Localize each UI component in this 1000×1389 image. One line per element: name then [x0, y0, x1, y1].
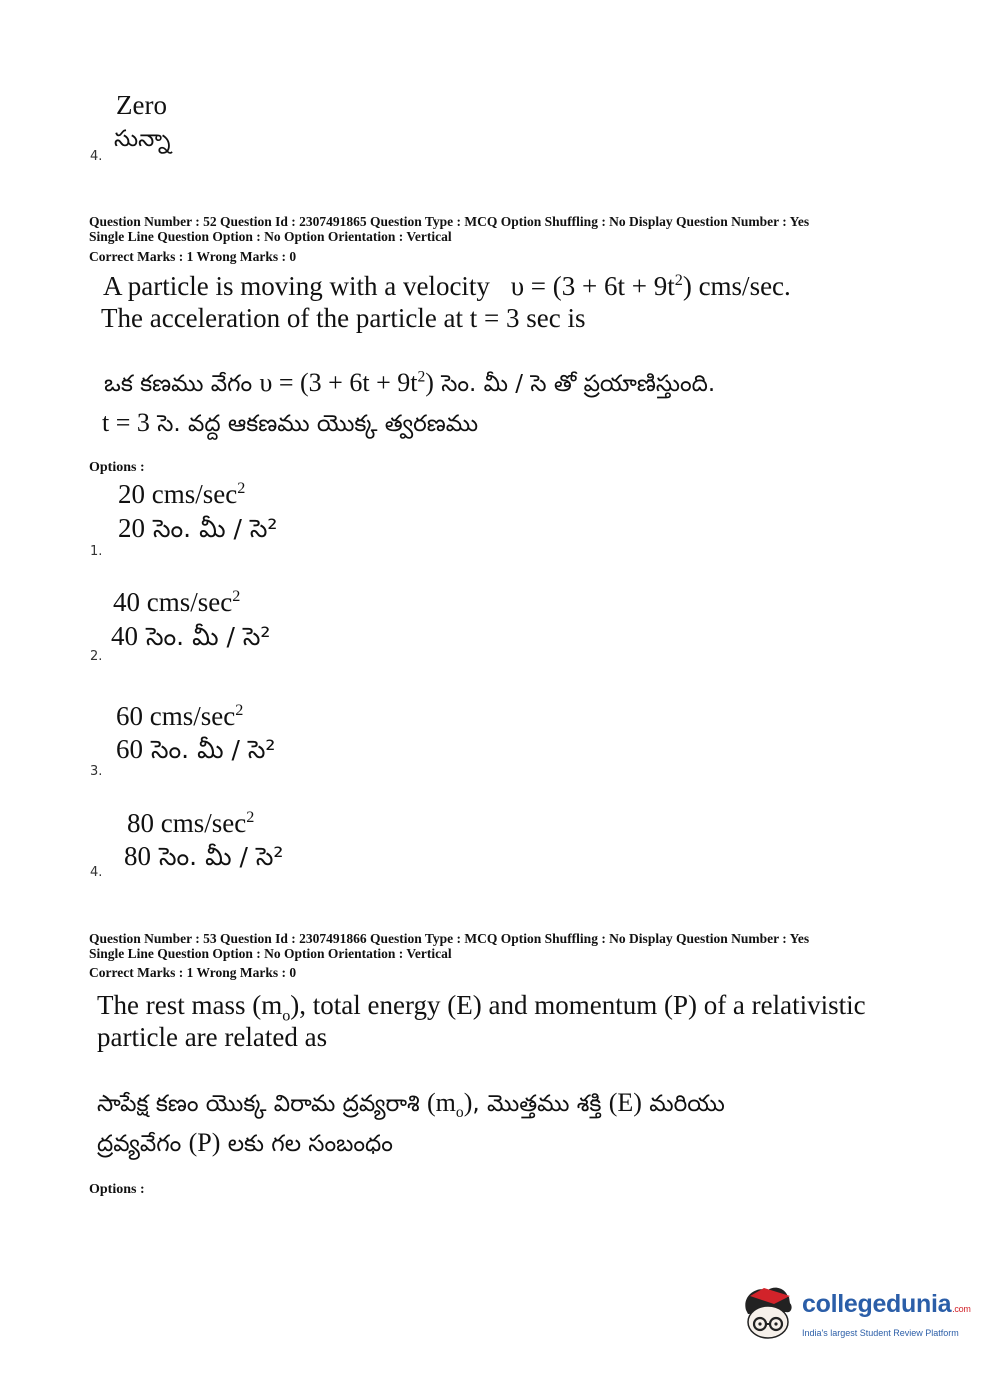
q53-te-mass-text: (m	[427, 1088, 456, 1117]
q52-option1-te-num: 20	[118, 513, 145, 543]
q53-question-telugu-line2	[97, 1123, 393, 1164]
q52-option3-te-num: 60	[116, 734, 143, 764]
q52-option2-en-sup: 2	[232, 587, 241, 605]
q52-option1-english[interactable]	[118, 481, 245, 508]
q52-option4-english[interactable]	[127, 810, 254, 837]
q53-en-text-b: ), total energy (E) and momentum (P) of a relativistic	[290, 990, 866, 1020]
q52-option4-te-num: 80	[124, 841, 151, 871]
q53-meta-line1: Question Number : 53 Question Id : 2307491866 Question Type : MCQ Option Shuffling : No Display Question Number : Yes	[89, 931, 810, 946]
q52-option3-english[interactable]	[116, 703, 243, 730]
q52-option3-te-text: సెం. మీ / సె²	[143, 735, 276, 764]
prev-option-english: Zero	[116, 90, 167, 120]
mascot-icon	[738, 1282, 800, 1344]
q52-te-text-a: ఒక కణము వేగం	[104, 371, 260, 397]
q52-question-telugu-line1	[104, 363, 715, 404]
q52-option4-en-text: 80 cms/sec	[127, 808, 247, 838]
q52-option3-telugu[interactable]	[116, 736, 275, 763]
q52-option4-telugu[interactable]	[124, 843, 283, 870]
q52-option2-telugu[interactable]	[111, 623, 270, 650]
q52-option4-te-text: సెం. మీ / సె²	[151, 842, 284, 871]
q53-meta-line3: Correct Marks : 1 Wrong Marks : 0	[89, 965, 297, 980]
q52-te-text-b: సె. వద్ద ఆకణము యొక్క త్వరణము	[149, 411, 479, 437]
q52-option1-te-text: సెం. మీ / సె²	[145, 514, 278, 543]
q52-option1-en-text: 20 cms/sec	[118, 479, 238, 509]
q52-option1-telugu[interactable]	[118, 515, 277, 542]
q52-te-text-c: సెం. మీ / సె తో ప్రయాణిస్తుంది.	[433, 371, 716, 397]
q53-te-text-a: సాపేక్ష కణం యొక్క విరామ ద్రవ్యరాశి	[97, 1091, 427, 1117]
logo-name: collegedunia	[802, 1290, 952, 1318]
q53-te-mass-sub: o	[455, 1104, 464, 1122]
q52-en-formula-text: υ = (3 + 6t + 9t	[510, 271, 675, 301]
q52-option4-number: 4.	[90, 865, 103, 880]
q53-en-text-a: The rest mass (m	[97, 990, 283, 1020]
prev-option-number: 4.	[90, 149, 103, 164]
q52-option2-te-num: 40	[111, 621, 138, 651]
q52-option2-english[interactable]	[113, 589, 240, 616]
q53-question-english-line2: particle are related as	[97, 1022, 328, 1052]
q52-option2-number: 2.	[90, 649, 103, 664]
q52-en-velocity-formula	[511, 271, 791, 301]
q52-te-formula-text: υ = (3 + 6t + 9t	[259, 368, 418, 397]
q52-option3-en-text: 60 cms/sec	[116, 701, 236, 731]
q53-te-energy: (E)	[608, 1088, 642, 1117]
q53-te-mass	[427, 1088, 473, 1122]
q53-te-text-a2: ద్రవ్యవేగం	[97, 1131, 189, 1157]
q52-question-english-line1	[103, 270, 791, 303]
q53-options-label: Options :	[89, 1182, 145, 1197]
q52-en-text-a: A particle is moving with a velocity	[103, 271, 490, 301]
prev-option-telugu: సున్నా	[114, 126, 171, 152]
q53-te-mass-end: )	[463, 1088, 473, 1117]
q53-question-english-line1	[97, 989, 866, 1025]
q52-te-formula-sup: 2	[417, 368, 426, 386]
q52-meta-line2: Single Line Question Option : No Option Orientation : Vertical	[89, 229, 452, 244]
q52-meta-line3: Correct Marks : 1 Wrong Marks : 0	[89, 249, 297, 264]
q52-options-label: Options :	[89, 460, 145, 475]
q52-option2-te-text: సెం. మీ / సె²	[138, 622, 271, 651]
q52-option4-en-sup: 2	[246, 808, 255, 826]
q52-option2-en-text: 40 cms/sec	[113, 587, 233, 617]
logo-tagline: India's largest Student Review Platform	[802, 1328, 959, 1338]
q53-te-text-c: మరియు	[641, 1091, 725, 1117]
q53-meta-line2: Single Line Question Option : No Option Orientation : Vertical	[89, 946, 452, 961]
q53-question-telugu-line1	[97, 1083, 725, 1124]
q52-option1-en-sup: 2	[237, 479, 246, 497]
q52-option3-number: 3.	[90, 764, 103, 779]
q52-option1-number: 1.	[90, 544, 103, 559]
q52-option3-en-sup: 2	[235, 701, 244, 719]
q52-question-english-line2: The acceleration of the particle at t = 3 sec is	[101, 303, 586, 333]
logo-domain: .com	[952, 1304, 971, 1314]
q52-meta-line1: Question Number : 52 Question Id : 2307491865 Question Type : MCQ Option Shuffling : No Display Question Number : Yes	[89, 214, 810, 229]
q52-te-velocity-formula	[259, 368, 433, 397]
q52-en-formula-sup: 2	[674, 271, 683, 289]
q52-te-time: t = 3	[102, 408, 150, 437]
collegedunia-logo[interactable]	[738, 1282, 978, 1352]
q52-en-formula-end: ) cms/sec.	[682, 271, 791, 301]
q52-te-formula-end: )	[425, 368, 434, 397]
q53-en-sub: o	[282, 1006, 291, 1025]
q53-te-text-b2: లకు గల సంబంధం	[220, 1131, 393, 1157]
q53-te-momentum: (P)	[188, 1128, 221, 1157]
q52-question-telugu-line2	[102, 403, 478, 444]
q53-te-text-b: , మొత్తము శక్తి	[472, 1091, 609, 1117]
